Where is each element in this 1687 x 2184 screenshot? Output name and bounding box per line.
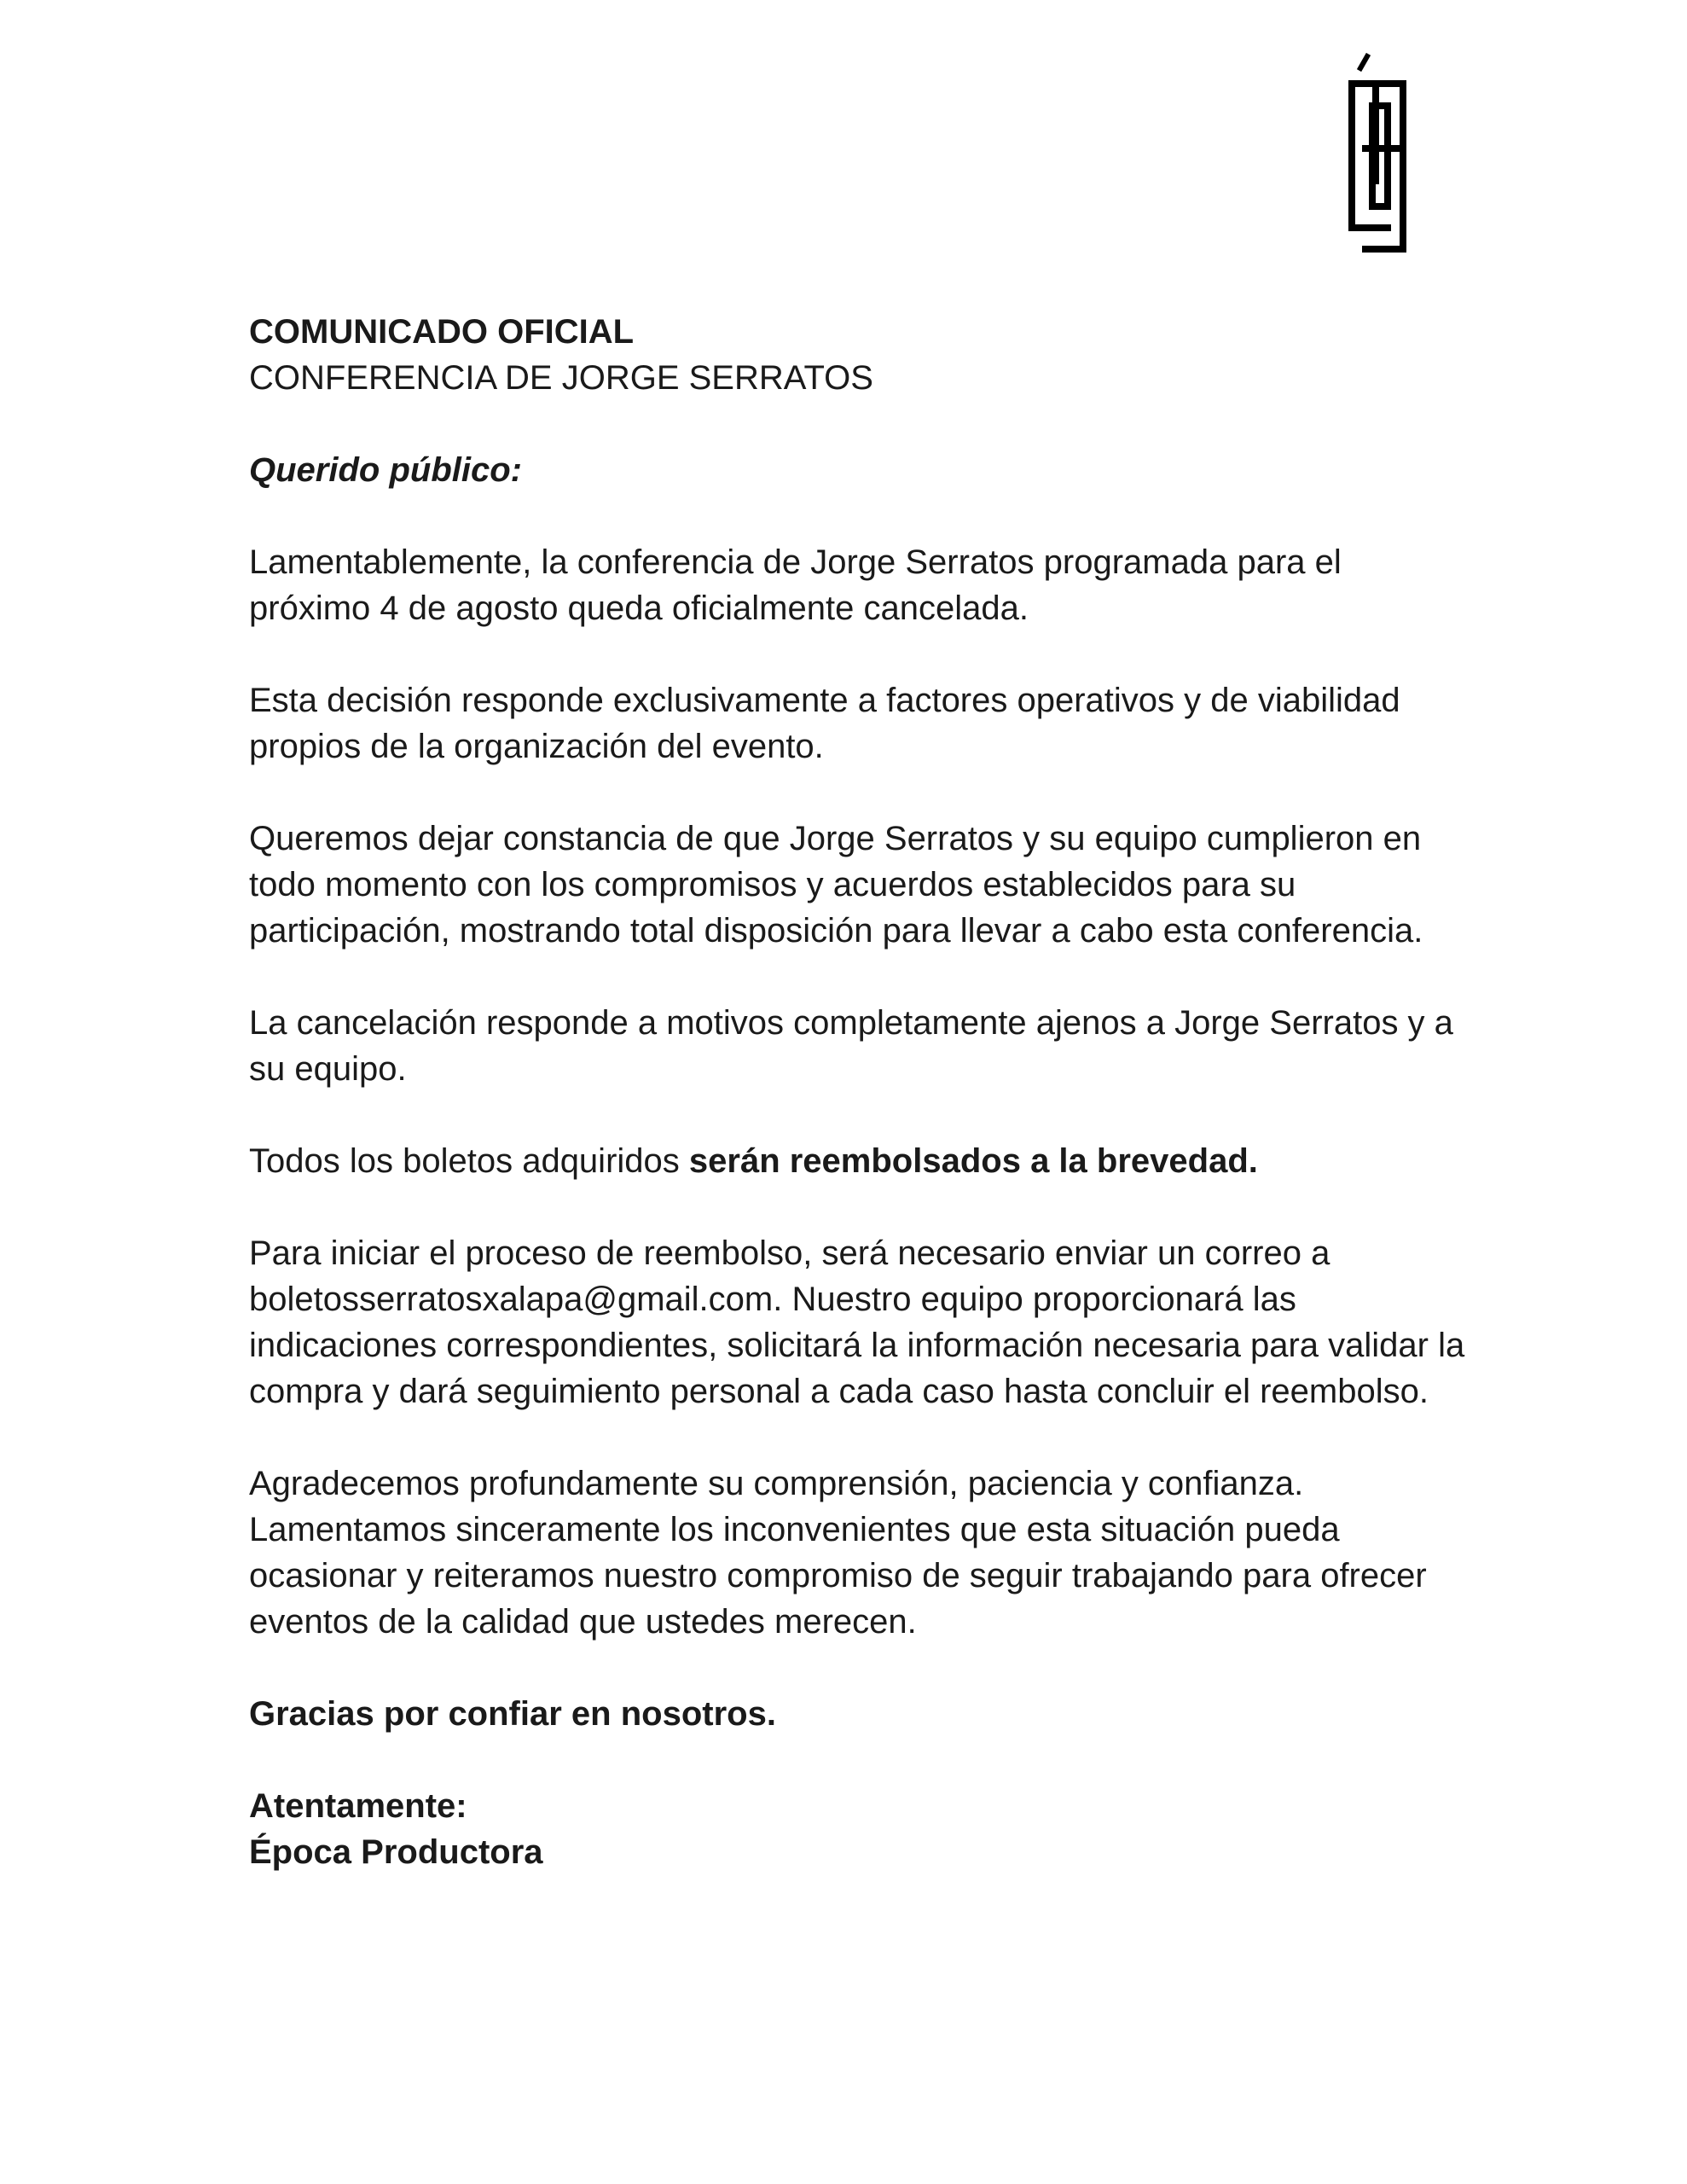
letter-greeting: Querido público: (249, 451, 522, 489)
paragraph-thanks: Agradecemos profundamente su comprensión, paciencia y confianza. Lamentamos sinceramente los inconvenientes que esta situación pueda ocasionar y reiteramos nuestro compromiso de seguir trabajando para ofrecer eventos de la calidad que ustedes merecen. (249, 1465, 1427, 1641)
letter-subtitle: CONFERENCIA DE JORGE SERRATOS (249, 359, 873, 397)
epoca-productora-logo-icon (1335, 53, 1420, 258)
letter-body (249, 309, 1469, 1875)
refund-emphasis: serán reembolsados a la brevedad. (688, 1142, 1258, 1180)
letter-signature: Época Productora (249, 1833, 543, 1871)
letter-title: COMUNICADO OFICIAL (249, 313, 635, 351)
refund-prefix: Todos los boletos adquiridos (249, 1142, 689, 1180)
paragraph-cancellation: Lamentablemente, la conferencia de Jorge Serratos programada para el próximo 4 de agosto queda oficialmente cancelada. (249, 543, 1342, 627)
paragraph-refund-process: Para iniciar el proceso de reembolso, será necesario enviar un correo a boletosserratosxalapa@gmail.com. Nuestro equipo proporcionará las indicaciones correspondientes, solicitará la información necesaria para validar la compra y dará seguimiento personal a cada caso hasta concluir el reembolso. (249, 1234, 1465, 1410)
paragraph-artist-compliance: Queremos dejar constancia de que Jorge Serratos y su equipo cumplieron en todo momento con los compromisos y acuerdos establecidos para su participación, mostrando total disposición para llevar a cabo esta conferencia. (249, 820, 1423, 950)
paragraph-refund (249, 1138, 1469, 1184)
letter-closing: Gracias por confiar en nosotros. (249, 1695, 776, 1733)
letter-signoff: Atentamente: (249, 1787, 467, 1825)
paragraph-reason: Esta decisión responde exclusivamente a factores operativos y de viabilidad propios de la organización del evento. (249, 682, 1400, 765)
paragraph-external-motives: La cancelación responde a motivos completamente ajenos a Jorge Serratos y a su equipo. (249, 1004, 1453, 1088)
